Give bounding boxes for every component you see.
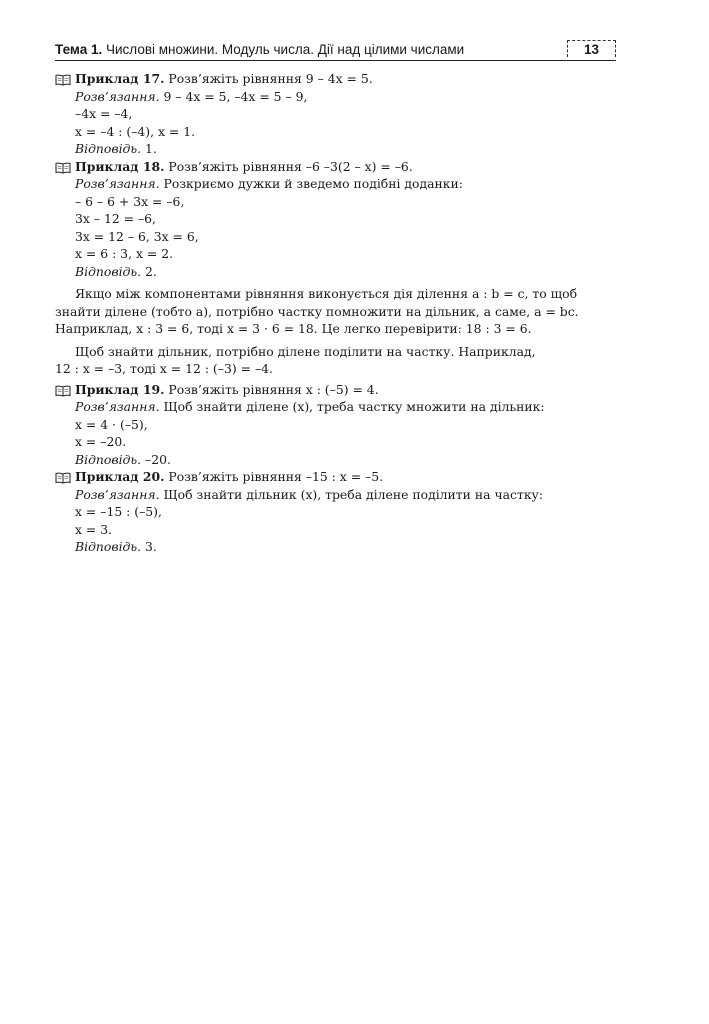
example-label: Приклад 19. <box>75 381 165 397</box>
example-task: Розв’яжіть рівняння x : (–5) = 4. <box>168 381 379 397</box>
solution-step: x = –4 : (–4), x = 1. <box>75 123 196 139</box>
solution-label: Розв’язання. <box>75 88 160 104</box>
solution-step: x = 3. <box>75 521 113 537</box>
paragraph-line: знайти ділене (тобто a), потрібно частку помножити на дільник, а саме, a = bc. <box>55 303 579 319</box>
open-book-icon <box>55 161 71 173</box>
answer-value: 1. <box>145 141 157 156</box>
solution-label: Розв’язання. <box>75 399 160 414</box>
answer-label: Відповідь. <box>75 263 142 279</box>
solution-step: – 6 – 6 + 3x = –6, <box>75 193 185 209</box>
example-heading <box>55 381 616 399</box>
open-book-icon <box>55 73 71 85</box>
paragraph-line: Щоб знайти дільник, потрібно ділене поділити на частку. Наприклад, <box>75 343 536 359</box>
answer-line <box>55 140 616 158</box>
topic-prefix: Тема 1. <box>55 42 103 57</box>
paragraph-line: Якщо між компонентами рівняння виконується дія ділення a : b = c, то щоб <box>75 286 578 301</box>
example-heading <box>55 468 616 486</box>
solution-step: x = 6 : 3, x = 2. <box>75 246 174 261</box>
solution-step: x = –15 : (–5), <box>75 504 162 519</box>
solution-line <box>55 88 616 106</box>
answer-line <box>55 451 616 469</box>
example-label: Приклад 18. <box>75 158 165 174</box>
page-content <box>55 70 616 556</box>
solution-text: Щоб знайти ділене (x), треба частку множити на дільник: <box>163 399 545 414</box>
examples-group-a <box>55 70 616 280</box>
answer-value: 3. <box>145 539 157 554</box>
example-block <box>55 70 616 158</box>
answer-label: Відповідь. <box>75 141 142 156</box>
solution-label: Розв’язання. <box>75 486 160 502</box>
example-heading <box>55 158 616 176</box>
answer-line <box>55 538 616 556</box>
solution-line <box>55 398 616 416</box>
paragraphs-group <box>55 285 616 378</box>
open-book-icon <box>55 471 71 483</box>
solution-line <box>55 175 616 193</box>
example-block <box>55 468 616 556</box>
example-heading <box>55 70 616 88</box>
solution-text: 9 – 4x = 5, –4x = 5 – 9, <box>163 88 308 104</box>
solution-step: –4x = –4, <box>75 106 133 121</box>
page-header <box>55 40 616 61</box>
answer-value: 2. <box>145 263 157 279</box>
example-task: Розв’яжіть рівняння –6 –3(2 – x) = –6. <box>168 158 413 174</box>
example-task: Розв’яжіть рівняння 9 – 4x = 5. <box>168 71 373 86</box>
answer-value: –20. <box>145 451 171 467</box>
solution-label: Розв’язання. <box>75 176 160 191</box>
paragraph-line: 12 : x = –3, тоді x = 12 : (–3) = –4. <box>55 361 273 376</box>
solution-text: Розкриємо дужки й зведемо подібні доданки: <box>163 176 463 191</box>
topic-title-text: Числові множини. Модуль числа. Дії над цілими числами <box>106 42 465 57</box>
examples-group-b <box>55 381 616 556</box>
answer-label: Відповідь. <box>75 451 142 467</box>
answer-line <box>55 263 616 281</box>
body-paragraph <box>55 343 616 378</box>
body-paragraph <box>55 285 616 338</box>
solution-step: x = 4 · (–5), <box>75 416 148 432</box>
solution-step: 3x = 12 – 6, 3x = 6, <box>75 228 199 244</box>
example-block <box>55 158 616 281</box>
topic-title <box>55 42 464 57</box>
solution-step: 3x – 12 = –6, <box>75 211 156 226</box>
solution-step: x = –20. <box>75 434 127 449</box>
example-task: Розв’яжіть рівняння –15 : x = –5. <box>168 469 384 484</box>
example-label: Приклад 20. <box>75 469 165 484</box>
solution-line <box>55 486 616 504</box>
solution-text: Щоб знайти дільник (x), треба ділене поділити на частку: <box>163 486 544 502</box>
example-block <box>55 381 616 469</box>
example-label: Приклад 17. <box>75 71 165 86</box>
open-book-icon <box>55 384 71 396</box>
paragraph-line: Наприклад, x : 3 = 6, тоді x = 3 · 6 = 18. Це легко перевірити: 18 : 3 = 6. <box>55 321 532 336</box>
answer-label: Відповідь. <box>75 539 142 554</box>
page-number: 13 <box>567 40 616 57</box>
